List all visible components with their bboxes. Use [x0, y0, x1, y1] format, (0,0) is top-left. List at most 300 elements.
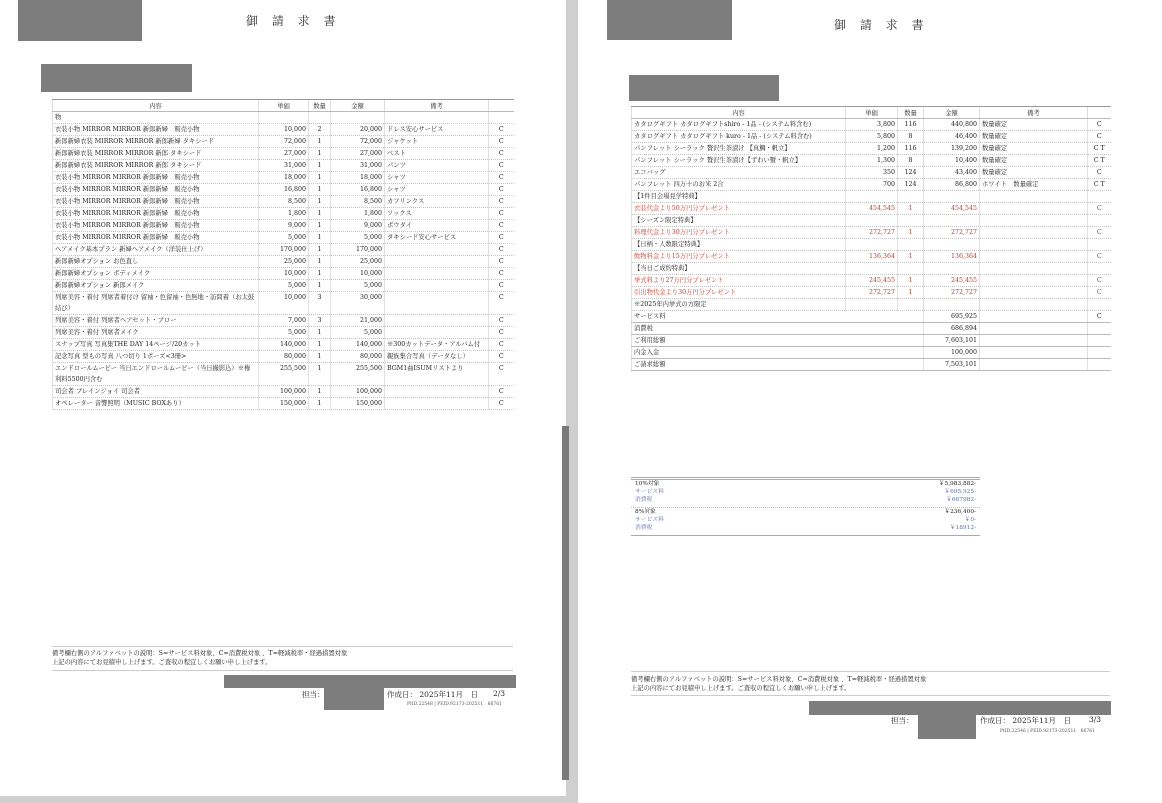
table-row: [53, 136, 514, 148]
amount-cell: 245,455: [924, 275, 980, 287]
note-cell: ボウタイ: [385, 220, 489, 232]
item-cell: ※2025年内挙式の方限定: [632, 299, 846, 311]
table-row: [632, 167, 1111, 179]
qty-cell: 1: [309, 256, 331, 268]
divider: [631, 695, 1110, 696]
tax-flag-cell: [1088, 263, 1111, 275]
table-row: [53, 386, 514, 398]
amount-cell: 21,000: [331, 315, 385, 327]
table-row: [632, 179, 1111, 191]
amount-cell: [924, 191, 980, 203]
tax8-value: ￥236,400-: [944, 509, 976, 515]
table-row: [53, 124, 514, 136]
note-cell: [385, 386, 489, 398]
tax-flag-cell: C: [489, 315, 514, 327]
qty-cell: 1: [309, 184, 331, 196]
table-row: [53, 363, 514, 386]
document-ids: PtID.22548 | PEID.92173-202511 66761: [407, 702, 502, 707]
summary-amount: 7,603,101: [924, 335, 980, 347]
amount-cell: 272,727: [924, 227, 980, 239]
tax-flag-cell: C: [489, 196, 514, 208]
header-qty: 数量: [898, 107, 924, 119]
remarks-legend: 備考欄右側のアルファベットの説明：S=サービス料対象、C=消費税対象 、T=軽減税率・経過措置対象: [52, 650, 348, 657]
amount-cell: 31,000: [331, 160, 385, 172]
tax-flag-cell: C T: [1088, 179, 1111, 191]
note-cell: ホワイト 数量確定: [980, 179, 1088, 191]
unit-price-cell: [259, 112, 309, 124]
tax-flag-cell: C: [1088, 131, 1111, 143]
tax10-service-value: ￥695,925-: [944, 489, 976, 495]
amount-cell: [924, 263, 980, 275]
amount-cell: 5,000: [331, 280, 385, 292]
tax-breakdown: [631, 477, 980, 541]
unit-price-cell: 700: [846, 179, 898, 191]
note-cell: [980, 227, 1088, 239]
unit-price-cell: 255,500: [259, 363, 309, 386]
tax-flag-cell: C: [489, 363, 514, 386]
summary-label: サービス料: [632, 311, 924, 323]
note-cell: [385, 268, 489, 280]
tax-flag-cell: C: [1088, 167, 1111, 179]
table-row: [53, 148, 514, 160]
item-cell: 衣装小物 MIRROR MIRROR 新郎新婦 販売小物: [53, 196, 259, 208]
tax-flag-cell: C: [1088, 203, 1111, 215]
tax-flag-cell: C: [489, 256, 514, 268]
summary-flag: [1088, 323, 1111, 335]
unit-price-cell: 5,000: [259, 280, 309, 292]
note-cell: ソックス: [385, 208, 489, 220]
qty-cell: [898, 263, 924, 275]
header-note: 備考: [385, 100, 489, 112]
note-cell: [980, 203, 1088, 215]
item-cell: 司会者 ブレインジョイ 司会者: [53, 386, 259, 398]
amount-cell: 150,000: [331, 398, 385, 410]
qty-cell: 1: [309, 386, 331, 398]
item-cell: 衣装小物 MIRROR MIRROR 新郎新婦 販売小物: [53, 124, 259, 136]
tax-flag-cell: C: [489, 280, 514, 292]
header-flag: [1088, 107, 1111, 119]
amount-cell: 72,000: [331, 136, 385, 148]
redacted-staff-name: [918, 712, 976, 739]
note-cell: [980, 251, 1088, 263]
tax-flag-cell: C: [489, 232, 514, 244]
summary-note: [980, 323, 1088, 335]
tax-flag-cell: C: [1088, 287, 1111, 299]
unit-price-cell: [846, 239, 898, 251]
tax-flag-cell: C: [489, 244, 514, 256]
summary-label: ご利用総額: [632, 335, 924, 347]
tax8-label: 8%対象: [635, 509, 656, 515]
qty-cell: 1: [898, 287, 924, 299]
summary-label: 消費税: [632, 323, 924, 335]
summary-flag: C: [1088, 311, 1111, 323]
table-row: [53, 327, 514, 339]
summary-row: [632, 335, 1111, 347]
tax10-service-label: サービス料: [635, 489, 664, 495]
item-cell: 新郎新婦オプション ボディメイク: [53, 268, 259, 280]
qty-cell: 1: [309, 208, 331, 220]
amount-cell: 86,800: [924, 179, 980, 191]
tax-flag-cell: C: [489, 124, 514, 136]
qty-cell: 1: [309, 398, 331, 410]
table-row: [632, 239, 1111, 251]
unit-price-cell: 245,455: [846, 275, 898, 287]
qty-cell: [898, 299, 924, 311]
created-date: 作成日： 2025年11月 日: [387, 690, 479, 699]
item-cell: 引出物代金より30万円分プレゼント: [632, 287, 846, 299]
table-row: [53, 184, 514, 196]
unit-price-cell: 27,000: [259, 148, 309, 160]
qty-cell: 1: [309, 268, 331, 280]
unit-price-cell: 1,300: [846, 155, 898, 167]
item-cell: 衣装小物 MIRROR MIRROR 新郎新婦 販売小物: [53, 184, 259, 196]
note-cell: [385, 244, 489, 256]
scrollbar-thumb[interactable]: [562, 426, 569, 780]
tax8-tax-label: 消費税: [635, 525, 653, 531]
summary-flag: [1088, 335, 1111, 347]
redacted-block: [629, 75, 779, 101]
item-cell: エコバッグ: [632, 167, 846, 179]
item-cell: カタログギフト カタログギフトshiro - 1品 - (システム料含む): [632, 119, 846, 131]
tax10-tax-label: 消費税: [635, 497, 653, 503]
remarks-closing: 上記の内容にてお見積申し上げます。ご査収の程宜しくお願い申し上げます。: [631, 685, 851, 692]
item-cell: 新郎新婦オプション お色直し: [53, 256, 259, 268]
note-cell: [980, 215, 1088, 227]
item-cell: 衣装代金より50万円分プレゼント: [632, 203, 846, 215]
qty-cell: 1: [309, 232, 331, 244]
summary-amount: 7,503,101: [924, 359, 980, 371]
amount-cell: 100,000: [331, 386, 385, 398]
amount-cell: 27,000: [331, 148, 385, 160]
unit-price-cell: [846, 215, 898, 227]
summary-note: [980, 335, 1088, 347]
tax8-service-label: サービス料: [635, 517, 664, 523]
qty-cell: 1: [309, 244, 331, 256]
summary-row: [632, 359, 1111, 371]
tax-flag-cell: C: [1088, 119, 1111, 131]
redacted-staff-name: [324, 686, 384, 710]
amount-cell: 5,000: [331, 327, 385, 339]
amount-cell: 272,727: [924, 287, 980, 299]
unit-price-cell: 100,000: [259, 386, 309, 398]
amount-cell: 80,000: [331, 351, 385, 363]
note-cell: [385, 292, 489, 315]
line-items-table: [631, 106, 1111, 371]
header-amount: 金額: [331, 100, 385, 112]
note-cell: 親族集合写真（データなし）: [385, 351, 489, 363]
note-cell: [980, 263, 1088, 275]
note-cell: [385, 280, 489, 292]
tax-flag-cell: C: [489, 268, 514, 280]
table-row: [53, 268, 514, 280]
qty-cell: 8: [898, 131, 924, 143]
amount-cell: [924, 299, 980, 311]
table-row: [53, 196, 514, 208]
item-cell: 衣装小物 MIRROR MIRROR 新郎新婦 販売小物: [53, 172, 259, 184]
tax10-tax-value: ￥667982-: [946, 497, 976, 503]
note-cell: [385, 112, 489, 124]
table-row: [53, 160, 514, 172]
note-cell: シャツ: [385, 172, 489, 184]
item-cell: 新郎新婦衣装 MIRROR MIRROR 新郎新婦 タキシード: [53, 136, 259, 148]
qty-cell: 1: [898, 203, 924, 215]
note-cell: パンツ: [385, 160, 489, 172]
item-cell: 新郎新婦オプション 新郎メイク: [53, 280, 259, 292]
summary-note: [980, 359, 1088, 371]
table-row: [53, 220, 514, 232]
unit-price-cell: 272,727: [846, 227, 898, 239]
document-ids: PtID.22546 | PEID.92173-202511 66761: [1000, 729, 1095, 734]
qty-cell: 1: [309, 136, 331, 148]
table-row: [53, 112, 514, 124]
item-cell: 【当日ご成約特典】: [632, 263, 846, 275]
note-cell: [980, 275, 1088, 287]
item-cell: 料理代金より30万円分プレゼント: [632, 227, 846, 239]
remarks: [631, 675, 926, 693]
tax-flag-cell: C: [489, 386, 514, 398]
item-cell: 列席美容・着付 列席者ヘアセット・ブロー: [53, 315, 259, 327]
unit-price-cell: 8,500: [259, 196, 309, 208]
item-cell: 新郎新婦衣装 MIRROR MIRROR 新郎 タキシード: [53, 160, 259, 172]
item-cell: 衣装小物 MIRROR MIRROR 新郎新婦 販売小物: [53, 232, 259, 244]
qty-cell: 1: [309, 220, 331, 232]
note-cell: 数量確定: [980, 143, 1088, 155]
summary-flag: [1088, 347, 1111, 359]
note-cell: ジャケット: [385, 136, 489, 148]
header-note: 備考: [980, 107, 1088, 119]
summary-flag: [1088, 359, 1111, 371]
qty-cell: 124: [898, 167, 924, 179]
item-cell: 挙式料より27万円分プレゼント: [632, 275, 846, 287]
amount-cell: [924, 239, 980, 251]
tax-flag-cell: [1088, 299, 1111, 311]
note-cell: ドレス安心サービス: [385, 124, 489, 136]
tax-flag-cell: C: [1088, 251, 1111, 263]
divider: [52, 646, 513, 647]
note-cell: カフリンクス: [385, 196, 489, 208]
table-row: [632, 299, 1111, 311]
qty-cell: 8: [898, 155, 924, 167]
unit-price-cell: 1,200: [846, 143, 898, 155]
item-cell: 列席美容・着付 列席者着付け 留袖・色留袖・色無地・訪問着（お太鼓結び）: [53, 292, 259, 315]
note-cell: ベスト: [385, 148, 489, 160]
item-cell: 衣装小物 MIRROR MIRROR 新郎新婦 販売小物: [53, 208, 259, 220]
qty-cell: 1: [898, 275, 924, 287]
remarks: [52, 649, 347, 667]
amount-cell: 136,364: [924, 251, 980, 263]
amount-cell: 20,000: [331, 124, 385, 136]
document-title: 御 請 求 書: [834, 18, 929, 32]
qty-cell: [898, 215, 924, 227]
amount-cell: 440,800: [924, 119, 980, 131]
table-row: [632, 263, 1111, 275]
note-cell: [980, 239, 1088, 251]
tax10-label: 10%対象: [635, 481, 660, 487]
item-cell: カタログギフト カタログギフト kuro - 1品 - (システム料含む): [632, 131, 846, 143]
amount-cell: 30,000: [331, 292, 385, 315]
summary-amount: 695,925: [924, 311, 980, 323]
tax-flag-cell: C: [489, 172, 514, 184]
table-row: [53, 292, 514, 315]
unit-price-cell: 1,800: [259, 208, 309, 220]
summary-amount: 100,000: [924, 347, 980, 359]
note-cell: タキシード安心サービス: [385, 232, 489, 244]
tax-flag-cell: C T: [1088, 143, 1111, 155]
note-cell: 数量確定: [980, 167, 1088, 179]
unit-price-cell: [846, 299, 898, 311]
tax8-service-value: ￥0-: [964, 517, 976, 523]
staff-label: 担当：: [302, 690, 325, 699]
unit-price-cell: 31,000: [259, 160, 309, 172]
tax-flag-cell: C: [1088, 275, 1111, 287]
table-row: [632, 203, 1111, 215]
table-row: [53, 398, 514, 410]
table-row: [53, 208, 514, 220]
qty-cell: 116: [898, 143, 924, 155]
unit-price-cell: 5,000: [259, 232, 309, 244]
note-cell: 数量確定: [980, 155, 1088, 167]
unit-price-cell: 150,000: [259, 398, 309, 410]
created-date: 作成日： 2025年11月 日: [980, 716, 1072, 725]
unit-price-cell: 10,000: [259, 268, 309, 280]
note-cell: BGM1曲ISUMリストより: [385, 363, 489, 386]
summary-amount: 686,894: [924, 323, 980, 335]
table-header-row: [53, 100, 514, 112]
redacted-block: [607, 0, 732, 40]
amount-cell: 255,500: [331, 363, 385, 386]
unit-price-cell: 16,800: [259, 184, 309, 196]
unit-price-cell: 5,800: [846, 131, 898, 143]
tax-flag-cell: C: [489, 220, 514, 232]
amount-cell: 1,800: [331, 208, 385, 220]
divider: [52, 670, 513, 671]
tax-flag-cell: C: [489, 339, 514, 351]
amount-cell: 170,000: [331, 244, 385, 256]
note-cell: ※300カットデータ・アルバム付: [385, 339, 489, 351]
item-cell: 【シーズン限定特典】: [632, 215, 846, 227]
item-cell: 【日柄・人数限定特典】: [632, 239, 846, 251]
tax-flag-cell: C T: [1088, 155, 1111, 167]
table-row: [53, 351, 514, 363]
unit-price-cell: 5,000: [259, 327, 309, 339]
tax-flag-cell: C: [489, 148, 514, 160]
qty-cell: 116: [898, 119, 924, 131]
tax-flag-cell: C: [489, 327, 514, 339]
note-cell: [385, 256, 489, 268]
document-title: 御 請 求 書: [246, 14, 341, 28]
unit-price-cell: [846, 191, 898, 203]
unit-price-cell: 454,545: [846, 203, 898, 215]
tax-flag-cell: [1088, 215, 1111, 227]
amount-cell: 139,200: [924, 143, 980, 155]
summary-label: ご請求総額: [632, 359, 924, 371]
tax-flag-cell: [489, 112, 514, 124]
item-cell: 【1件目会場見学特典】: [632, 191, 846, 203]
qty-cell: 1: [309, 160, 331, 172]
tax-flag-cell: C: [489, 292, 514, 315]
table-row: [632, 155, 1111, 167]
qty-cell: 1: [309, 351, 331, 363]
qty-cell: 1: [309, 327, 331, 339]
page-number: 2/3: [493, 689, 506, 698]
qty-cell: 1: [309, 363, 331, 386]
tax-flag-cell: C: [1088, 227, 1111, 239]
qty-cell: 1: [309, 196, 331, 208]
header-unit-price: 単価: [259, 100, 309, 112]
table-row: [53, 256, 514, 268]
amount-cell: 140,000: [331, 339, 385, 351]
qty-cell: 2: [309, 124, 331, 136]
tax-flag-cell: C: [489, 398, 514, 410]
note-cell: [980, 299, 1088, 311]
invoice-page-3: [578, 0, 1162, 803]
qty-cell: 1: [309, 280, 331, 292]
table-row: [632, 215, 1111, 227]
item-cell: パンフレット 四万十のお米 2合: [632, 179, 846, 191]
table-row: [632, 131, 1111, 143]
amount-cell: 18,000: [331, 172, 385, 184]
unit-price-cell: 10,000: [259, 292, 309, 315]
qty-cell: 1: [309, 172, 331, 184]
note-cell: シャツ: [385, 184, 489, 196]
amount-cell: [924, 215, 980, 227]
qty-cell: [898, 239, 924, 251]
tax-flag-cell: [1088, 239, 1111, 251]
amount-cell: 10,400: [924, 155, 980, 167]
qty-cell: 3: [309, 292, 331, 315]
unit-price-cell: 10,000: [259, 124, 309, 136]
table-row: [53, 339, 514, 351]
unit-price-cell: 72,000: [259, 136, 309, 148]
unit-price-cell: 272,727: [846, 287, 898, 299]
header-item: 内容: [53, 100, 259, 112]
tax10-value: ￥5,983,882-: [938, 481, 976, 487]
table-row: [632, 251, 1111, 263]
item-cell: オペレーター 音響照明（MUSIC BOXあり）: [53, 398, 259, 410]
qty-cell: [309, 112, 331, 124]
amount-cell: 10,000: [331, 268, 385, 280]
tax-flag-cell: C: [489, 351, 514, 363]
tax-flag-cell: C: [489, 136, 514, 148]
note-cell: [980, 287, 1088, 299]
unit-price-cell: 350: [846, 167, 898, 179]
redacted-block: [18, 0, 142, 41]
header-qty: 数量: [309, 100, 331, 112]
qty-cell: [898, 191, 924, 203]
qty-cell: 1: [309, 339, 331, 351]
remarks-legend: 備考欄右側のアルファベットの説明：S=サービス料対象、C=消費税対象 、T=軽減税率・経過措置対象: [631, 676, 927, 683]
table-row: [632, 227, 1111, 239]
unit-price-cell: 7,000: [259, 315, 309, 327]
unit-price-cell: [846, 263, 898, 275]
header-flag: [489, 100, 514, 112]
amount-cell: 8,500: [331, 196, 385, 208]
amount-cell: 454,545: [924, 203, 980, 215]
header-unit-price: 単価: [846, 107, 898, 119]
item-cell: エンドロールムービー 当日エンドロールムービー（当日撮影込）※権利料5500円含む: [53, 363, 259, 386]
line-items-table: [52, 99, 514, 410]
summary-note: [980, 347, 1088, 359]
qty-cell: 124: [898, 179, 924, 191]
qty-cell: 1: [309, 148, 331, 160]
table-row: [53, 244, 514, 256]
redacted-block: [41, 64, 192, 92]
amount-cell: 25,000: [331, 256, 385, 268]
tax-flag-cell: C: [489, 208, 514, 220]
unit-price-cell: 170,000: [259, 244, 309, 256]
divider: [631, 671, 1110, 672]
note-cell: [385, 327, 489, 339]
